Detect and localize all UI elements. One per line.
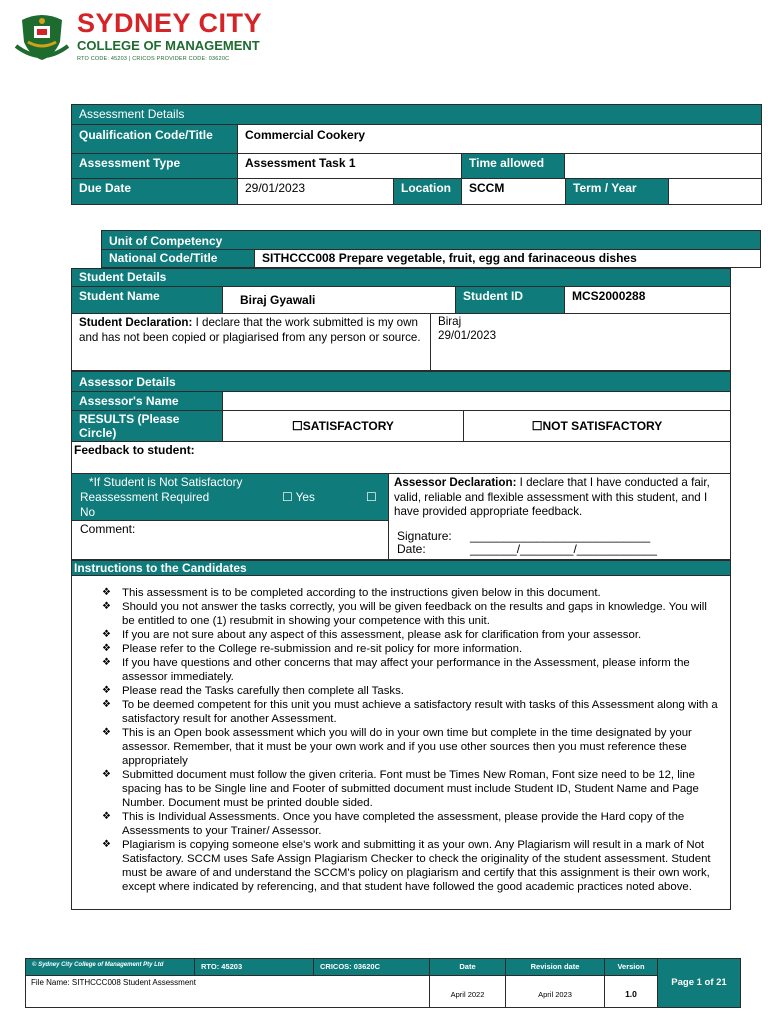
satisfactory-option[interactable]: ☐SATISFACTORY	[222, 410, 464, 442]
instruction-item: ❖ Plagiarism is copying someone else's work and submitting it as your own. Any Plagiarism will result in a mark of Not Satisfactory. SCCM uses Safe Assign Plagiarism Checker to check the originality of the student assessment. Student must be aware of and understand the SCCM's policy on plagiarism and certify that this assignment is their own work, except where indicated by referencing, and that student have followed the good academic practices noted above.	[100, 838, 722, 894]
footer-version-label: Version	[604, 958, 658, 976]
student-declaration-text: I declare that the work submitted is my own and has not been copied or plagiarised from any person or source.	[79, 316, 421, 344]
qualification-label: Qualification Code/Title	[71, 124, 238, 154]
reassess-no-label: No	[80, 505, 96, 519]
footer-date-label: Date	[429, 958, 506, 976]
college-name: SYDNEY CITY	[77, 8, 263, 38]
instruction-item: ❖ This assessment is to be completed according to the instructions given below in this document.	[100, 586, 722, 600]
instruction-item: ❖ Please refer to the College re-submission and re-sit policy for more information.	[100, 642, 722, 656]
student-name-label: Student Name	[71, 286, 223, 314]
footer-copyright: © Sydney City College of Management Pty Ltd	[25, 958, 195, 976]
assessment-details-header: Assessment Details	[71, 104, 762, 125]
assessment-type-value: Assessment Task 1	[237, 153, 462, 179]
footer-cricos: CRICOS: 03620C	[313, 958, 430, 976]
not-satisfactory-option[interactable]: ☐NOT SATISFACTORY	[463, 410, 731, 442]
comment-field[interactable]	[71, 520, 389, 560]
instructions-header: Instructions to the Candidates	[71, 560, 731, 576]
feedback-label: Feedback to student:	[74, 443, 195, 457]
footer-rto: RTO: 45203	[194, 958, 314, 976]
location-label: Location	[393, 178, 462, 205]
location-value: SCCM	[461, 178, 566, 205]
date-line[interactable]: _______/________/____________	[470, 542, 657, 556]
instruction-item: ❖ Please read the Tasks carefully then complete all Tasks.	[100, 684, 722, 698]
instruction-item: ❖ Should you not answer the tasks correctly, you will be given feedback on the results and gaps in knowledge. You will be entitled to one (1) resubmit in showing your competence with this unit.	[100, 600, 722, 628]
college-subtitle: COLLEGE OF MANAGEMENT	[77, 38, 260, 53]
footer-date-value: April 2022	[429, 975, 506, 1008]
college-codes: RTO CODE: 45203 | CRICOS PROVIDER CODE: 03620C	[77, 56, 230, 62]
reassess-line2: Reassessment Required	[80, 490, 210, 504]
footer-file-name: File Name: SITHCCC008 Student Assessment	[25, 975, 430, 1008]
instructions-list	[100, 586, 722, 894]
national-code-label: National Code/Title	[101, 249, 255, 268]
student-sign-name: Biraj	[438, 315, 462, 328]
signature-label: Signature:	[397, 529, 452, 543]
reassessment-box	[71, 473, 389, 521]
student-declaration	[71, 313, 431, 371]
due-date-label: Due Date	[71, 178, 238, 205]
instructions-body	[71, 575, 731, 910]
instruction-item: ❖ To be deemed competent for this unit you must achieve a satisfactory result with tasks of this Assessment along with a satisfactory result for another Assessment.	[100, 698, 722, 726]
due-date-value: 29/01/2023	[237, 178, 394, 205]
instruction-item: ❖ This is Individual Assessments. Once you have completed the assessment, please provide the Hard copy of the Assessments to your Trainer/ Assessor.	[100, 810, 722, 838]
instruction-item: ❖ If you are not sure about any aspect of this assessment, please ask for clarification from your assessor.	[100, 628, 722, 642]
term-year-label: Term / Year	[565, 178, 669, 205]
college-emblem-icon	[14, 12, 70, 64]
student-declaration-label: Student Declaration:	[79, 316, 193, 329]
footer-page-number: Page 1 of 21	[657, 958, 741, 1008]
assessor-name-value	[222, 391, 731, 411]
results-label: RESULTS (Please Circle)	[71, 410, 223, 442]
footer-revision-value: April 2023	[505, 975, 605, 1008]
reassess-yes-option[interactable]: ☐ Yes	[282, 490, 315, 504]
student-signature-box	[430, 313, 731, 371]
footer-version-value: 1.0	[604, 975, 658, 1008]
comment-label: Comment:	[80, 522, 136, 536]
student-id-label: Student ID	[455, 286, 565, 314]
assessor-signature-area	[397, 530, 657, 556]
assessor-declaration	[388, 473, 731, 560]
time-allowed-value	[564, 153, 762, 179]
instruction-item: ❖ If you have questions and other concerns that may affect your performance in the Assessment, please inform the assessor immediately.	[100, 656, 722, 684]
term-year-value	[668, 178, 762, 205]
assessor-details-header: Assessor Details	[71, 371, 731, 392]
feedback-field[interactable]	[71, 441, 731, 474]
reassess-no-checkbox[interactable]: ☐	[366, 490, 377, 504]
time-allowed-label: Time allowed	[461, 153, 565, 179]
assessor-declaration-label: Assessor Declaration:	[394, 476, 517, 489]
assessment-type-label: Assessment Type	[71, 153, 238, 179]
student-name-value: Biraj Gyawali	[222, 286, 456, 314]
national-code-value: SITHCCC008 Prepare vegetable, fruit, egg and farinaceous dishes	[254, 249, 761, 268]
student-id-value: MCS2000288	[564, 286, 731, 314]
signature-line[interactable]: ___________________________	[470, 529, 651, 543]
assessor-name-label: Assessor's Name	[71, 391, 223, 411]
footer-revision-label: Revision date	[505, 958, 605, 976]
reassess-line1: *If Student is Not Satisfactory	[89, 475, 243, 489]
instruction-item: ❖ Submitted document must follow the given criteria. Font must be Times New Roman, Font size need to be 12, line spacing has to be Single line and Footer of submitted document must include Student ID, Student Name and Page Number. Document must be printed double sided.	[100, 768, 722, 810]
student-sign-date: 29/01/2023	[438, 329, 497, 342]
date-label: Date:	[397, 542, 426, 556]
assessor-declaration-text: I declare that I have conducted a fair, valid, reliable and flexible assessment with this student, and I have provided appropriate feedback.	[394, 476, 710, 518]
unit-of-competency-header: Unit of Competency	[101, 230, 761, 250]
instruction-item: ❖ This is an Open book assessment which you will do in your own time but complete in the time designated by your assessor. Remember, that it must be your own work and if you use other sources then you must reference these appropriately	[100, 726, 722, 768]
qualification-value: Commercial Cookery	[237, 124, 762, 154]
student-details-header: Student Details	[71, 268, 731, 287]
